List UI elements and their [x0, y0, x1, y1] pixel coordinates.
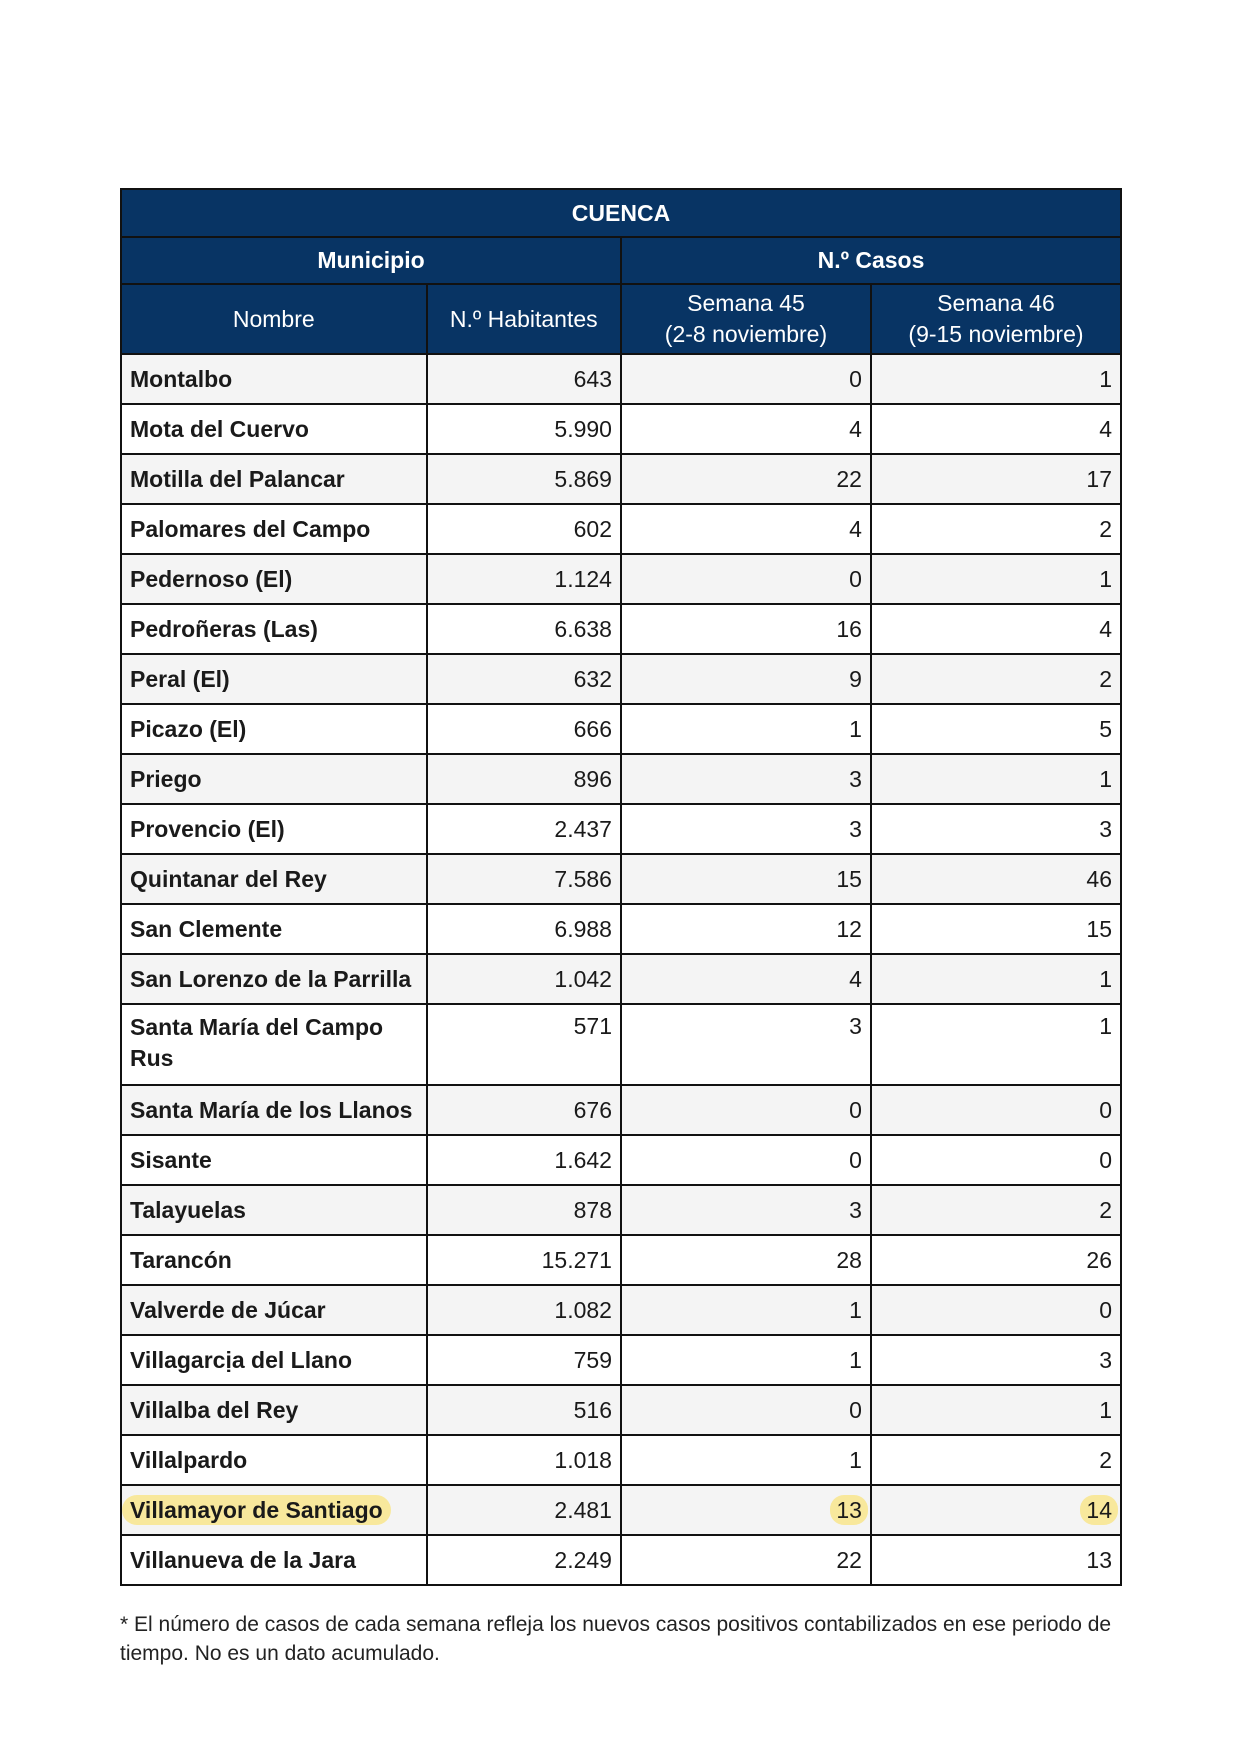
week45-cases-cell: 1	[621, 704, 871, 754]
population-cell: 676	[427, 1085, 621, 1135]
week45-column-header	[621, 284, 871, 354]
week46-column-header	[871, 284, 1121, 354]
week46-cases-cell: 2	[871, 1435, 1121, 1485]
week46-cases-cell: 4	[871, 404, 1121, 454]
week45-cases-cell: 1	[621, 1435, 871, 1485]
table-row	[121, 1185, 1121, 1235]
week45-cases-cell: 1	[621, 1285, 871, 1335]
week45-cases-cell: 4	[621, 404, 871, 454]
week46-cases-cell: 1	[871, 954, 1121, 1004]
population-cell: 6.988	[427, 904, 621, 954]
population-cell: 2.249	[427, 1535, 621, 1585]
population-cell: 632	[427, 654, 621, 704]
week45-dates: (2-8 noviembre)	[664, 321, 828, 347]
table-row	[121, 454, 1121, 504]
week45-cases-cell: 1	[621, 1335, 871, 1385]
week46-cases-cell: 0	[871, 1085, 1121, 1135]
week46-cases-cell: 1	[871, 354, 1121, 404]
week46-cases-cell: 17	[871, 454, 1121, 504]
footnote: * El número de casos de cada semana refleja los nuevos casos positivos contabilizados en ese periodo de tiempo. No es un dato acumulado.	[120, 1613, 1112, 1665]
week45-cases-cell: 0	[621, 1385, 871, 1435]
municipality-name: Picazo (El)	[121, 704, 427, 754]
week46-cases-cell: 1	[871, 754, 1121, 804]
table-row	[121, 1004, 1121, 1085]
province-title: CUENCA	[121, 189, 1121, 237]
municipality-name: Montalbo	[121, 354, 427, 404]
table-row	[121, 1235, 1121, 1285]
municipality-name: Quintanar del Rey	[121, 854, 427, 904]
population-cell: 759	[427, 1335, 621, 1385]
week45-cases-cell: 0	[621, 1085, 871, 1135]
week46-cases-cell: 13	[871, 1535, 1121, 1585]
week46-cases-cell: 26	[871, 1235, 1121, 1285]
table-row	[121, 354, 1121, 404]
municipality-name: San Clemente	[121, 904, 427, 954]
week46-cases-cell: 0	[871, 1135, 1121, 1185]
table-row	[121, 1135, 1121, 1185]
municipality-name: Tarancón	[121, 1235, 427, 1285]
highlighted-name: Villamayor de Santiago	[122, 1495, 391, 1525]
habitantes-column-header: N.º Habitantes	[427, 284, 621, 354]
week45-label: Semana 45	[687, 290, 805, 316]
highlighted-week46-value: 14	[1080, 1495, 1118, 1525]
population-cell: 1.042	[427, 954, 621, 1004]
week45-cases-cell: 22	[621, 454, 871, 504]
casos-group-header: N.º Casos	[621, 237, 1121, 284]
population-cell: 516	[427, 1385, 621, 1435]
week46-cases-cell: 2	[871, 504, 1121, 554]
table-row	[121, 1285, 1121, 1335]
week46-cases-cell: 15	[871, 904, 1121, 954]
week45-cases-cell: 9	[621, 654, 871, 704]
week46-label: Semana 46	[937, 290, 1055, 316]
municipio-group-header: Municipio	[121, 237, 621, 284]
table-row	[121, 904, 1121, 954]
week45-cases-cell: 28	[621, 1235, 871, 1285]
week46-cases-cell: 1	[871, 554, 1121, 604]
population-cell: 1.642	[427, 1135, 621, 1185]
population-cell: 1.082	[427, 1285, 621, 1335]
municipality-name: Talayuelas	[121, 1185, 427, 1235]
week45-cases-cell: 3	[621, 1004, 871, 1085]
population-cell: 1.124	[427, 554, 621, 604]
table-row	[121, 554, 1121, 604]
document-page	[120, 188, 1122, 1689]
table-row-highlighted	[121, 1485, 1121, 1535]
table-row	[121, 404, 1121, 454]
municipality-name: Valverde de Júcar	[121, 1285, 427, 1335]
population-cell: 5.990	[427, 404, 621, 454]
population-cell: 896	[427, 754, 621, 804]
week45-cases-cell: 3	[621, 1185, 871, 1235]
table-row	[121, 1535, 1121, 1585]
highlighted-week45-value: 13	[830, 1495, 868, 1525]
week46-cases-cell: 1	[871, 1004, 1121, 1085]
week46-cases-cell	[871, 1485, 1121, 1535]
table-row	[121, 854, 1121, 904]
week45-cases-cell: 12	[621, 904, 871, 954]
municipality-name: Palomares del Campo	[121, 504, 427, 554]
table-row	[121, 704, 1121, 754]
population-cell: 878	[427, 1185, 621, 1235]
population-cell: 15.271	[427, 1235, 621, 1285]
week45-cases-cell: 15	[621, 854, 871, 904]
week46-cases-cell: 3	[871, 804, 1121, 854]
week46-cases-cell: 5	[871, 704, 1121, 754]
municipality-name: Peral (El)	[121, 654, 427, 704]
table-row	[121, 1385, 1121, 1435]
population-cell: 5.869	[427, 454, 621, 504]
week46-cases-cell: 0	[871, 1285, 1121, 1335]
municipality-name	[121, 1485, 427, 1535]
table-row	[121, 504, 1121, 554]
week45-cases-cell: 3	[621, 754, 871, 804]
population-cell: 6.638	[427, 604, 621, 654]
week45-cases-cell: 22	[621, 1535, 871, 1585]
municipality-name: Villanueva de la Jara	[121, 1535, 427, 1585]
week46-cases-cell: 2	[871, 1185, 1121, 1235]
week45-cases-cell	[621, 1485, 871, 1535]
week45-cases-cell: 0	[621, 554, 871, 604]
table-row	[121, 654, 1121, 704]
table-row	[121, 754, 1121, 804]
municipality-name: Pedernoso (El)	[121, 554, 427, 604]
population-cell: 643	[427, 354, 621, 404]
municipality-name: Mota del Cuervo	[121, 404, 427, 454]
week46-cases-cell: 4	[871, 604, 1121, 654]
table-row	[121, 1085, 1121, 1135]
table-row	[121, 804, 1121, 854]
municipality-name: Santa María del Campo Rus	[121, 1004, 427, 1085]
municipality-name: Motilla del Palancar	[121, 454, 427, 504]
municipality-name: Santa María de los Llanos	[121, 1085, 427, 1135]
week45-cases-cell: 4	[621, 954, 871, 1004]
table-row	[121, 954, 1121, 1004]
nombre-column-header: Nombre	[121, 284, 427, 354]
week45-cases-cell: 16	[621, 604, 871, 654]
municipality-name: San Lorenzo de la Parrilla	[121, 954, 427, 1004]
cuenca-cases-table	[120, 188, 1122, 1586]
population-cell: 7.586	[427, 854, 621, 904]
municipality-name: Priego	[121, 754, 427, 804]
population-cell: 2.481	[427, 1485, 621, 1535]
municipality-name: Provencio (El)	[121, 804, 427, 854]
table-row	[121, 1435, 1121, 1485]
week46-cases-cell: 3	[871, 1335, 1121, 1385]
population-cell: 666	[427, 704, 621, 754]
population-cell: 2.437	[427, 804, 621, 854]
population-cell: 602	[427, 504, 621, 554]
week46-cases-cell: 1	[871, 1385, 1121, 1435]
week45-cases-cell: 0	[621, 354, 871, 404]
municipality-name: Villalpardo	[121, 1435, 427, 1485]
population-cell: 571	[427, 1004, 621, 1085]
week46-cases-cell: 46	[871, 854, 1121, 904]
municipality-name: Villagarcịa del Llano	[121, 1335, 427, 1385]
population-cell: 1.018	[427, 1435, 621, 1485]
week46-dates: (9-15 noviembre)	[908, 321, 1084, 347]
table-row	[121, 1335, 1121, 1385]
week46-cases-cell: 2	[871, 654, 1121, 704]
municipality-name: Sisante	[121, 1135, 427, 1185]
municipality-name: Pedroñeras (Las)	[121, 604, 427, 654]
municipality-name: Villalba del Rey	[121, 1385, 427, 1435]
week45-cases-cell: 3	[621, 804, 871, 854]
week45-cases-cell: 4	[621, 504, 871, 554]
week45-cases-cell: 0	[621, 1135, 871, 1185]
table-row	[121, 604, 1121, 654]
